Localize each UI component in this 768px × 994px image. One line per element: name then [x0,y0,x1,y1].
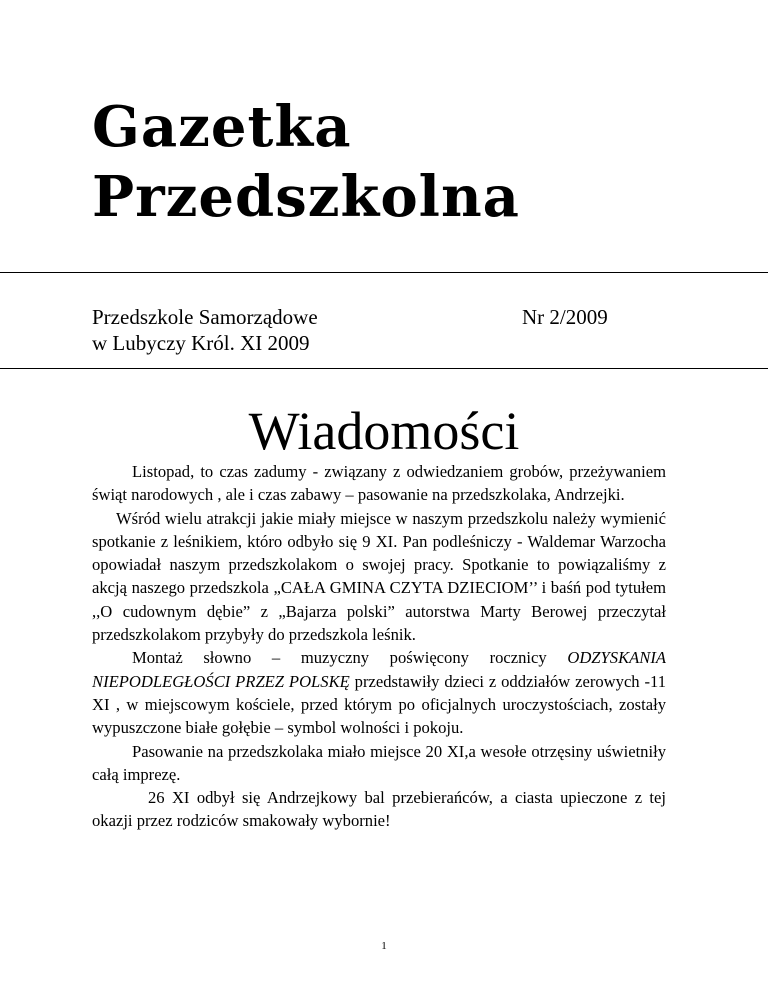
paragraph-3-emphasis: ODZYSKANIA NIEPODLEGŁOŚCI PRZEZ POLSKĘ [92,648,666,691]
section-heading: Wiadomości [248,401,520,461]
publisher-location-date: w Lubyczy Król. XI 2009 [92,331,310,355]
publisher-info [92,304,318,356]
publisher-name: Przedszkole Samorządowe [92,305,318,329]
page-number: 1 [381,940,387,952]
paragraph-3-intro: Montaż słowno – muzyczny poświęcony rocznicy [132,648,547,668]
paragraph-3-rest: przedstawiły dzieci z oddziałów zerowych -11 XI , w miejscowym kościele, przed którym po oficjalnych uroczystościach, zostały wypuszczone białe gołębie – symbol wolności i pokoju. [92,671,666,738]
article-body [92,460,666,833]
newsletter-title [92,92,520,232]
paragraph-4: Pasowanie na przedszkolaka miało miejsce 20 XI,a wesołe otrzęsiny uświetniły całą imprezę. [92,741,666,784]
title-line-1: Gazetka [92,94,352,160]
title-line-2: Przedszkolna [92,164,520,230]
top-divider [0,272,768,273]
bottom-divider [0,368,768,369]
paragraph-1: Listopad, to czas zadumy - związany z odwiedzaniem grobów, przeżywaniem świąt narodowych , ale i czas zabawy – pasowanie na przedszkolaka, Andrzejki. [92,462,666,505]
paragraph-2: Wśród wielu atrakcji jakie miały miejsce w naszym przedszkolu należy wymienić spotkanie z leśnikiem, któro odbyło się 9 XI. Pan podleśniczy - Waldemar Warzocha opowiadał naszym przedszkolakom o swojej pracy. Spotkanie to powiązaliśmy z akcją naszego przedszkola „CAŁA GMINA CZYTA DZIECIOM’’ i baśń pod tytułem ,,O cudownym dębie” z „Bajarza polski” autorstwa Marty Berowej przeczytał przedszkolakom przybyły do przedszkola leśnik. [92,508,666,645]
paragraph-3 [92,646,666,739]
paragraph-5: 26 XI odbył się Andrzejkowy bal przebierańców, a ciasta upieczone z tej okazji przez rodziców smakowały wybornie! [92,788,666,831]
issue-number: Nr 2/2009 [522,305,608,329]
